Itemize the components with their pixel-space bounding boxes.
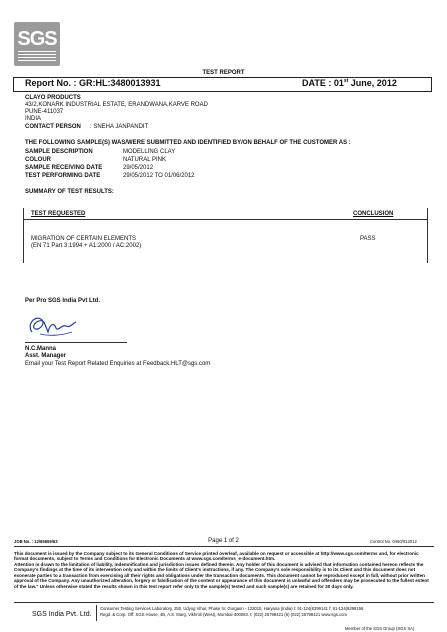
report-number: Report No. : GR:HL:3480013931 (25, 78, 161, 88)
enquiry-email-line: Email your Test Report Related Enquiries at Feedback.HLT@sgs.com (25, 361, 211, 367)
signatory-name: N.C.Manna (25, 346, 57, 352)
sample-label-colour: COLOUR (25, 157, 51, 163)
signatory-title: Asst. Manager (25, 353, 67, 359)
sample-label-performing: TEST PERFORMING DATE (25, 173, 101, 179)
sample-intro: THE FOLLOWING SAMPLE(S) WAS/WERE SUBMITTED AND IDENTIFIED BY/ON BEHALF OF THE CUSTOMER AS : (25, 140, 351, 146)
test-name: MIGRATION OF CERTAIN ELEMENTS (31, 236, 137, 242)
client-country: INDIA (25, 116, 42, 122)
sample-value-colour: NATURAL PINK (123, 157, 167, 163)
contact-value: : SNEHA JANPANDIT (90, 124, 149, 130)
table-header-rule (23, 219, 428, 220)
footer-company: SGS India Pvt. Ltd. (32, 611, 92, 618)
footer-lab-address: Consumer Testing Services Laboratory, 250, Udyog Vihar, Phase IV, Gurgaon - 122015, Haryana (India) t: 91-124(6399141 f: 91-124(6399156 (100, 606, 364, 611)
sample-label-description: SAMPLE DESCRIPTION (25, 149, 93, 155)
sample-value-performing: 29/05/2012 TO 01/06/2012 (123, 173, 195, 179)
footer-regd-address: Regd. & Corp. Off: SGS House, 4B, A.S. Marg, Vikhroli (West), Mumbai-400083. t: (022) 25798421 (6) (022) 25798421 www.sgs.com (100, 612, 347, 617)
logo-text: SGS (17, 28, 57, 50)
report-date (302, 78, 397, 88)
sample-label-receiving: SAMPLE RECEIVING DATE (25, 165, 103, 171)
summary-heading: SUMMARY OF TEST RESULTS: (25, 189, 114, 195)
test-conclusion: PASS (360, 236, 376, 242)
col-test-requested: TEST REQUESTED (31, 211, 86, 217)
client-name: CLAYO PRODUCTS (25, 95, 81, 101)
table-right-rule (427, 208, 428, 263)
disclaimer-1: This document is issued by the Company subject to its General Conditions of Service printed overleaf, available on request or accessible at http://www.sgs.com/terms and, for electronic format documents, subject to Terms and Conditions for Electronic Documents at www.sgs.com/terms_e-document.htm. (14, 551, 419, 562)
date-prefix: DATE : 01 (302, 78, 344, 88)
member-line: Member of the SGS Group (SGS SA) (345, 626, 415, 631)
per-pro: Per Pro SGS India Pvt Ltd. (25, 298, 101, 304)
client-address-2: PUNE-411037 (25, 109, 64, 115)
client-block (25, 95, 208, 123)
page-number: Page 1 of 2 (208, 538, 239, 544)
col-conclusion: CONCLUSION (353, 211, 394, 217)
footer-address-block (14, 602, 434, 627)
date-ordinal: st (343, 78, 349, 84)
date-suffix: June, 2012 (348, 78, 397, 88)
client-address-1: 43/2,KONARK INDUSTRIAL ESTATE, ERANDWANA,KARVE ROAD (25, 102, 208, 108)
signature-line (25, 342, 127, 343)
report-title: TEST REPORT (202, 70, 245, 76)
logo-stripes (18, 51, 56, 62)
results-table (23, 208, 428, 263)
contact-label: CONTACT PERSON (25, 124, 81, 130)
control-number: Control No. 0450/012012 (370, 539, 417, 544)
signature-image (24, 310, 84, 340)
sgs-logo (14, 22, 60, 66)
sample-value-receiving: 29/05/2012 (123, 165, 154, 171)
footer-rule (14, 546, 434, 547)
sample-value-description: MODELLING CLAY (123, 149, 176, 155)
job-number: JOB No. : 12/65659/63 (14, 539, 58, 544)
table-left-rule (23, 208, 24, 263)
footer-divider (96, 605, 97, 621)
test-standard: (EN 71 Part 3:1994 + A1:2000 / AC:2002) (31, 243, 142, 249)
disclaimer-2: Attention is drawn to the limitation of liability, indemnification and jurisdiction issues defined therein. Any holder of this document is advised that information contained hereon reflects the Company's findings at the time of its intervention only and within the limits of Client's instructions, if any. The Company's sole responsibility is to its Client and this document does not exonerate parties to a transaction from exercising all their rights and obligations under the transaction documents. This document cannot be reproduced except in full, without prior written approval of the Company. Any unauthorized alteration, forgery or falsification of the content or appearance of this document is unlawful and offenders may be prosecuted to the fullest extent of the law." Unless otherwise stated the results shown in this test report refer only to the sample(s) tested and such sample(s) are retained for 30 days only. (14, 562, 429, 589)
